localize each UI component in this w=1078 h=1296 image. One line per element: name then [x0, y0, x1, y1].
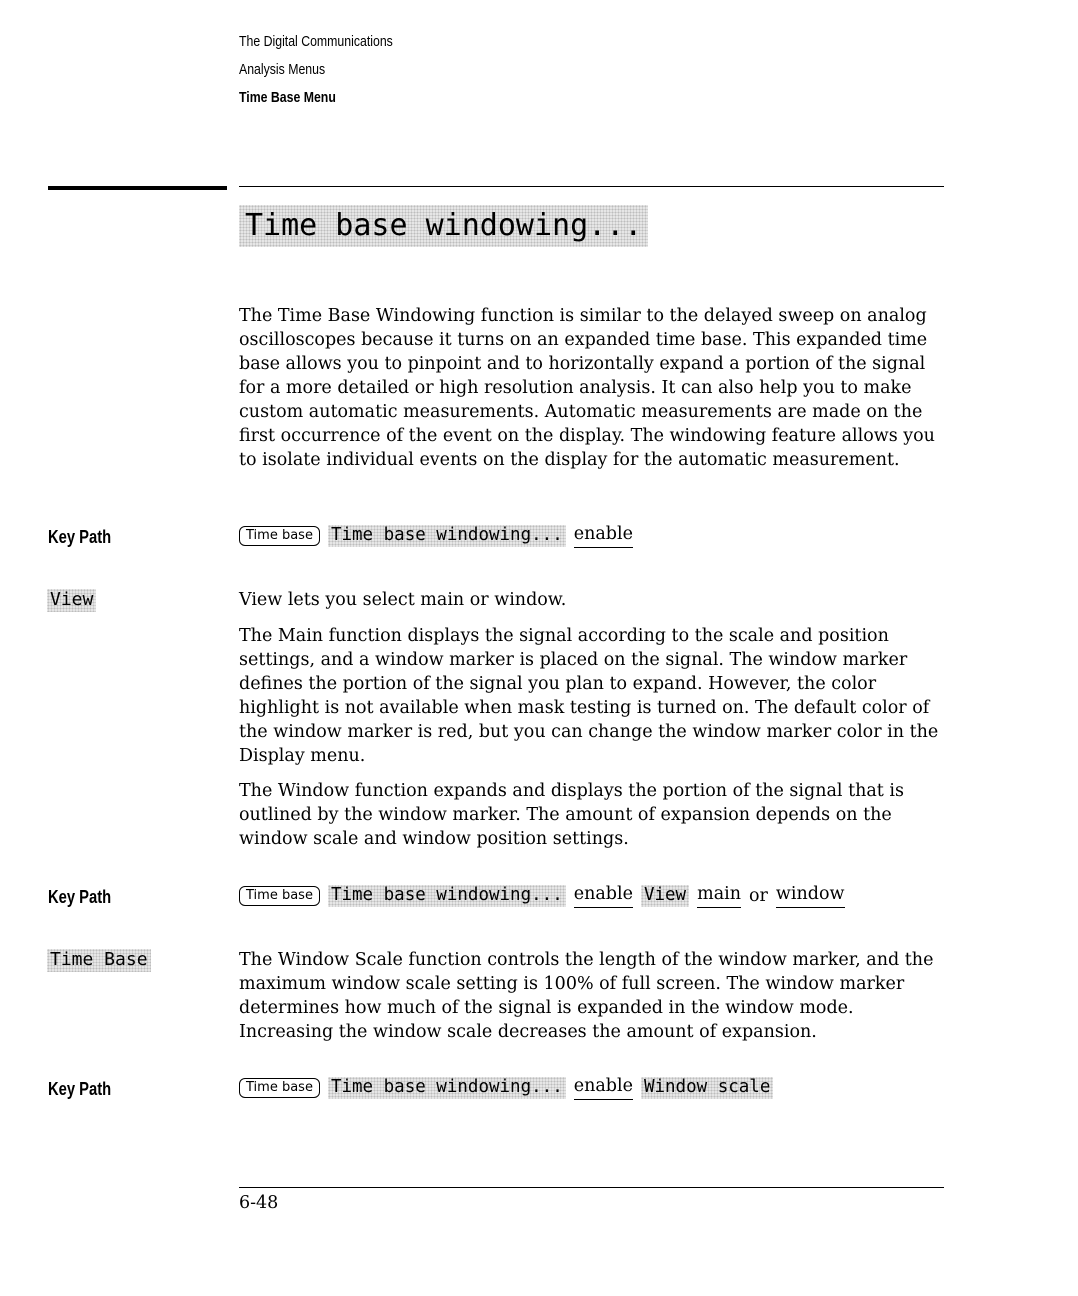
enable-option[interactable]: enable [574, 1076, 633, 1100]
enable-option[interactable]: enable [574, 524, 633, 548]
view-window-paragraph: The Window function expands and displays the portion of the signal that is outlined by the window marker. The amount of expansion depends on the window scale and window position settings. [239, 781, 904, 849]
time-base-windowing-softkey[interactable]: Time base windowing... [328, 525, 566, 547]
view-main-paragraph: The Main function displays the signal according to the scale and position settings, and a window marker is placed on the signal. The window marker defines the portion of the signal you plan to expand. However, the color highlight is not available when mask testing is turned on. The default color of the window marker is red, but you can change the window marker color in the Display menu. [239, 626, 939, 766]
header-chapter: The Digital Communications [239, 33, 393, 50]
section-rule-thick [48, 186, 227, 190]
time-base-hardkey[interactable]: Time base [239, 886, 320, 906]
section-rule-thin [239, 186, 944, 187]
time-base-softkey-label: Time Base [47, 949, 151, 972]
view-softkey-label: View [47, 589, 96, 612]
intro-paragraph [239, 304, 949, 472]
key-path-label-1: Key Path [48, 527, 112, 547]
key-path-label-3: Key Path [48, 1079, 112, 1099]
or-text: or [749, 886, 768, 906]
header-menu: Time Base Menu [239, 89, 336, 106]
main-option[interactable]: main [697, 884, 741, 908]
window-scale-paragraph: The Window Scale function controls the length of the window marker, and the maximum window scale setting is 100% of full screen. The window marker determines how much of the signal is expanded in the window mode. Increasing the window scale decreases the amount of expansion. [239, 950, 934, 1042]
section-title: Time base windowing... [239, 205, 648, 247]
key-path-label-2: Key Path [48, 887, 112, 907]
key-path-1 [239, 524, 633, 548]
view-softkey[interactable]: View [641, 885, 689, 907]
view-intro: View lets you select main or window. [239, 590, 567, 610]
time-base-description [239, 948, 949, 1044]
view-description [239, 588, 954, 851]
footer-rule [239, 1187, 944, 1188]
header-section: Analysis Menus [239, 61, 326, 78]
page-number: 6-48 [239, 1193, 279, 1213]
time-base-hardkey[interactable]: Time base [239, 1078, 320, 1098]
window-scale-softkey[interactable]: Window scale [641, 1077, 773, 1099]
window-option[interactable]: window [776, 884, 845, 908]
time-base-windowing-softkey[interactable]: Time base windowing... [328, 885, 566, 907]
intro-text: The Time Base Windowing function is similar to the delayed sweep on analog oscilloscopes because it turns on an expanded time base. This expanded time base allows you to pinpoint and to horizontally expand a portion of the signal for a more detailed or high resolution analysis. It can also help you to make custom automatic measurements. Automatic measurements are made on the first occurrence of the event on the display. The windowing feature allows you to isolate individual events on the display for the automatic measurement. [239, 306, 935, 470]
time-base-windowing-softkey[interactable]: Time base windowing... [328, 1077, 566, 1099]
key-path-2 [239, 884, 845, 908]
key-path-3 [239, 1076, 773, 1100]
enable-option[interactable]: enable [574, 884, 633, 908]
time-base-hardkey[interactable]: Time base [239, 526, 320, 546]
